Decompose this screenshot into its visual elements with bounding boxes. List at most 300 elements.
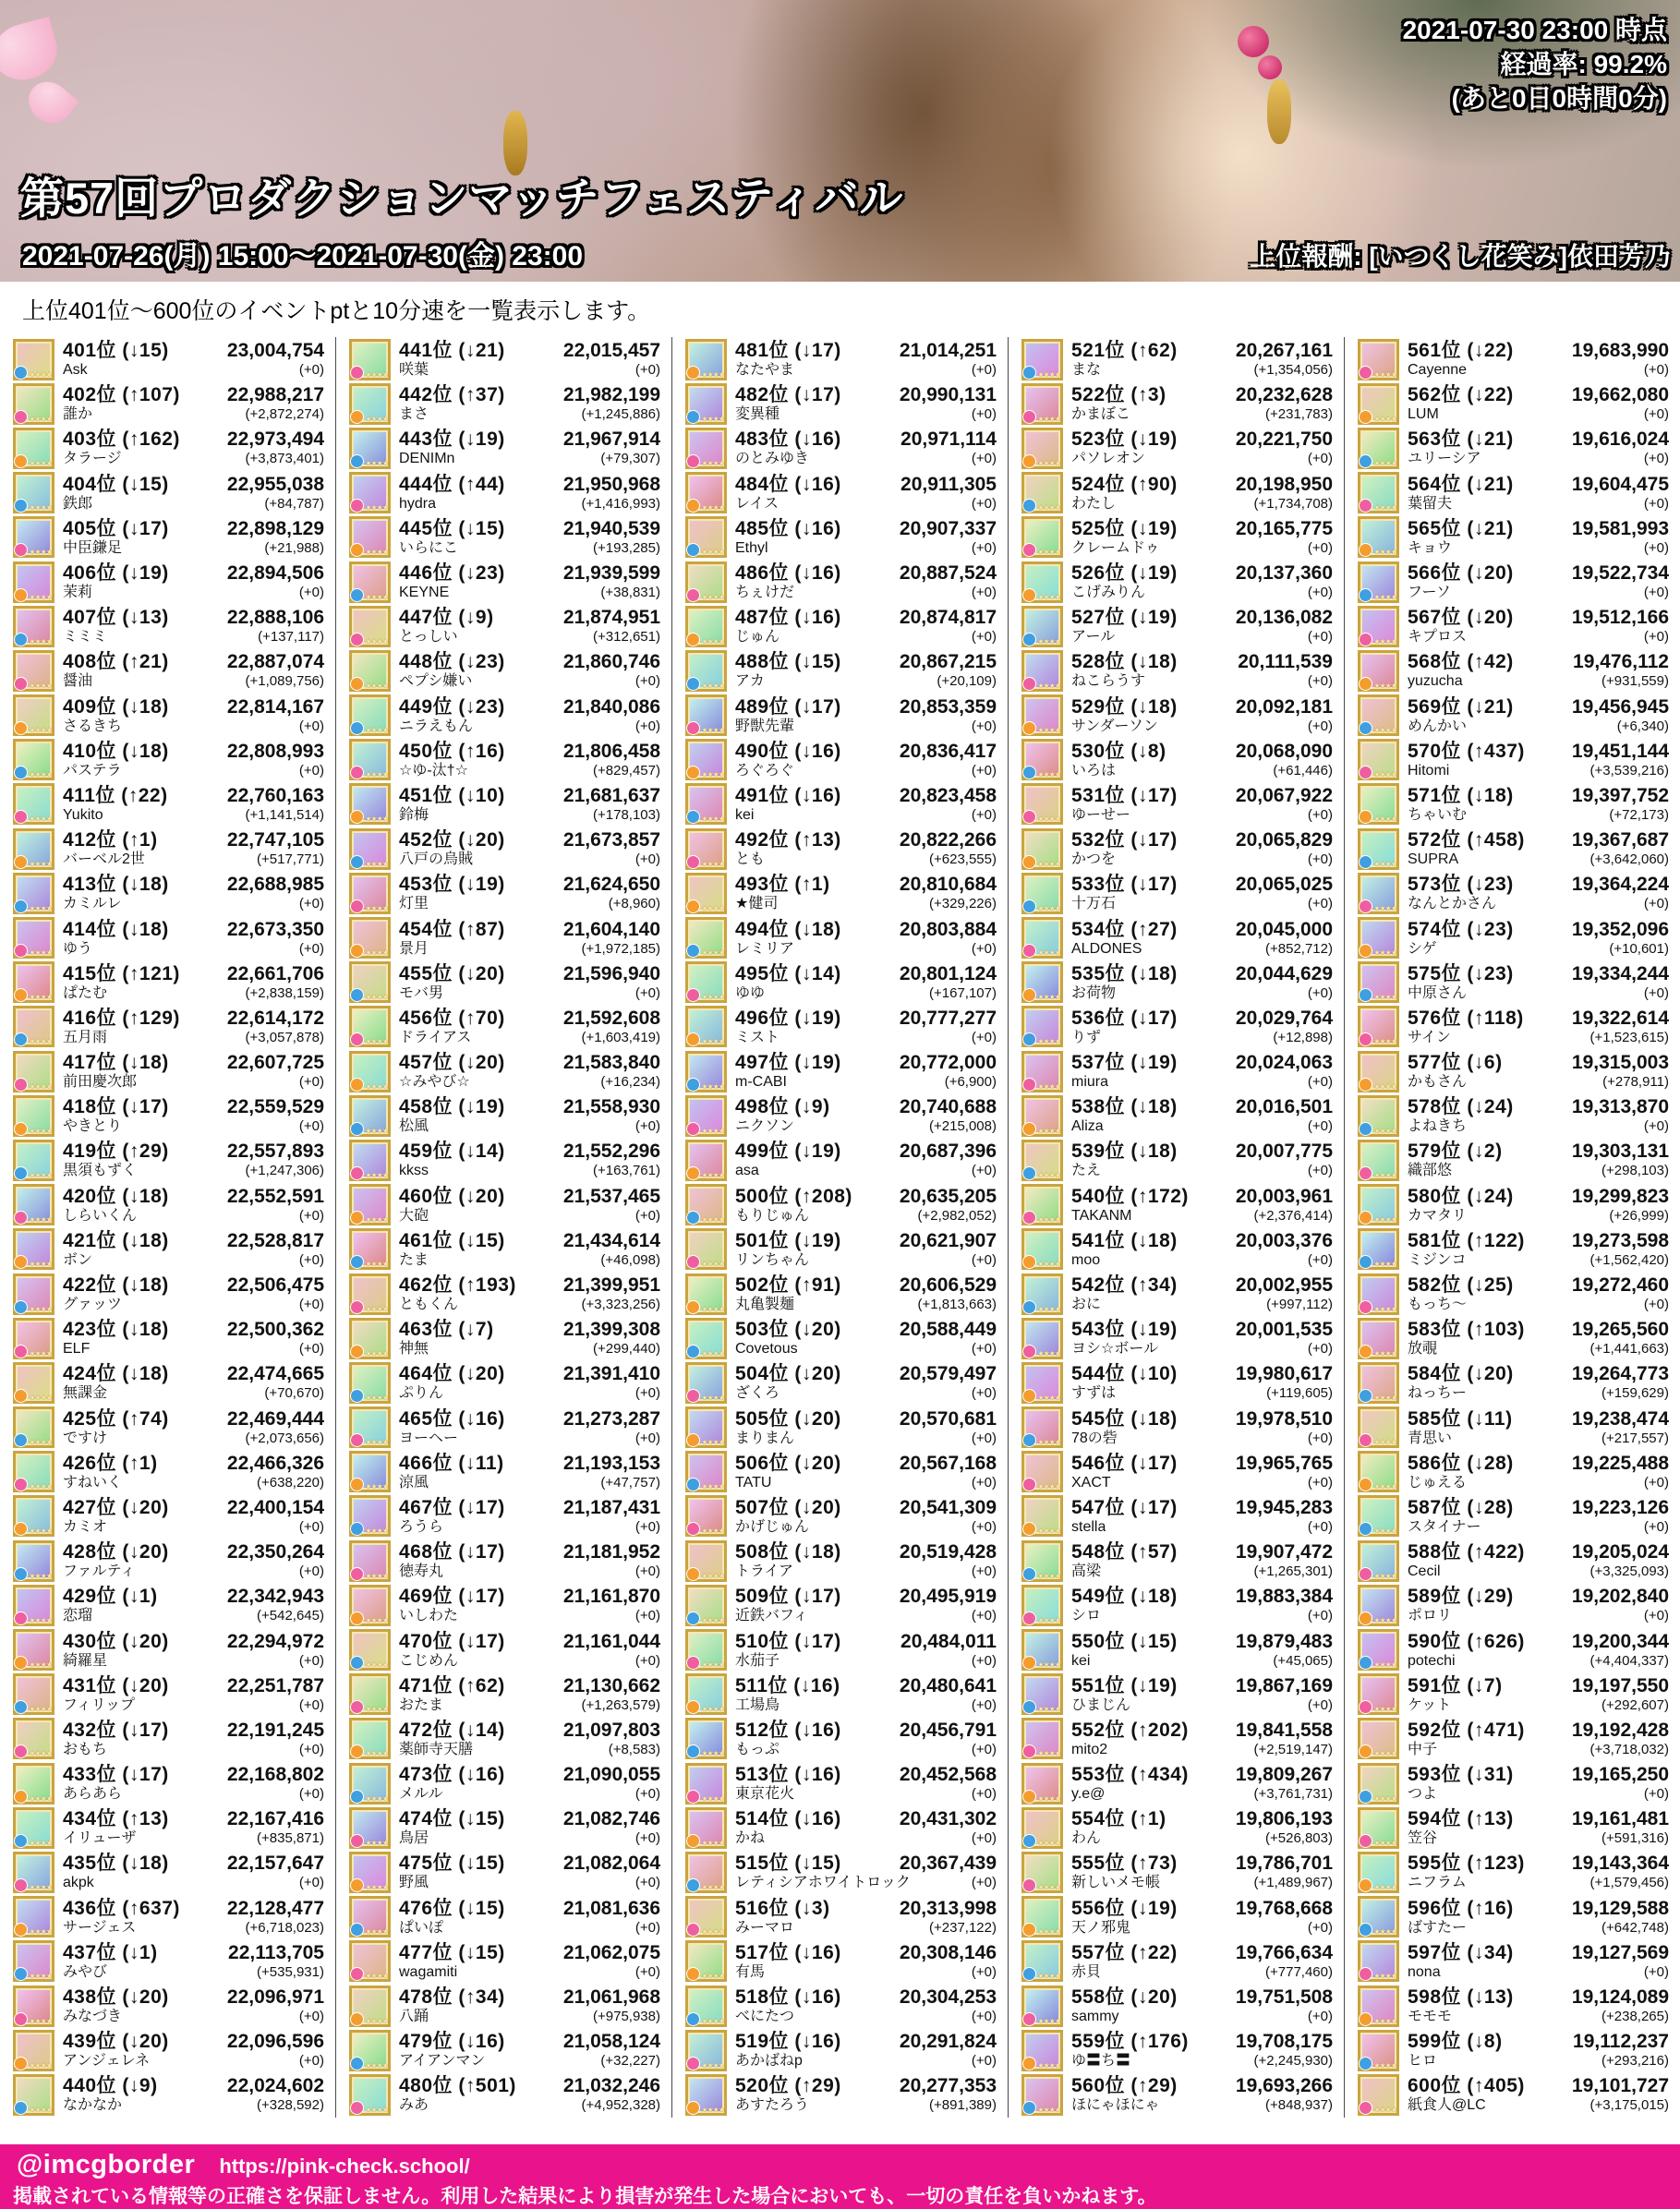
player-name: wagamiti [399,1963,458,1980]
rank-label: 453位 [399,874,453,896]
rank-label: 448位 [399,651,453,673]
points-delta: (+0) [635,1608,660,1624]
event-points: 20,519,428 [899,1541,997,1563]
star-rank-icon: ★★★★ [1373,1126,1396,1135]
event-points: 20,836,417 [899,740,997,762]
points-delta: (+238,265) [1601,2009,1669,2025]
idol-card-thumbnail [1021,516,1063,558]
player-name: ともくん [399,1297,459,1313]
player-name: ざくろ [735,1385,780,1402]
idol-card-thumbnail [685,1540,727,1582]
rank-change: (↓15) [122,340,169,362]
player-name: かつを [1071,851,1117,868]
rank-change: (↓16) [794,562,841,585]
points-delta: (+79,307) [600,451,660,467]
star-rank-icon: ★★★★ [701,903,724,912]
rank-label: 408位 [63,651,117,673]
rank-label: 544位 [1071,1363,1126,1385]
points-delta: (+6,718,023) [245,1919,324,1936]
attribute-icon [1022,1790,1036,1804]
ranking-entry [0,1895,335,1939]
points-delta: (+0) [971,1786,997,1803]
rank-label: 585位 [1408,1407,1462,1430]
attribute-icon [1359,1255,1372,1269]
rank-label: 475位 [399,1853,453,1875]
attribute-icon [14,1166,28,1180]
star-rank-icon: ★★★★ [365,1126,388,1135]
player-name: わたし [1071,495,1117,512]
rank-label: 542位 [1071,1274,1126,1297]
rank-change: (↓15) [458,1808,505,1830]
event-points: 21,604,140 [562,918,660,940]
rank-label: 500位 [735,1185,790,1207]
rank-label: 517位 [735,1941,790,1963]
rank-label: 496位 [735,1007,790,1029]
player-name: たえ [1071,1163,1102,1179]
footer-bar [0,2144,1680,2209]
points-delta: (+0) [1307,673,1333,690]
points-delta: (+0) [1307,1474,1333,1491]
idol-card-thumbnail [1021,383,1063,425]
event-points: 21,681,637 [562,784,660,806]
rank-change: (↓31) [1467,1764,1514,1786]
ranking-entry [336,1360,671,1405]
rank-change: (↑123) [1467,1853,1525,1875]
ranking-entry [1345,648,1680,693]
player-name: 中子 [1408,1741,1438,1757]
ranking-entry [672,426,1008,470]
attribute-icon [1022,1923,1036,1937]
player-name: まさ [399,406,429,423]
rank-change: (↑70) [458,1007,505,1029]
ranking-entry [0,915,335,960]
player-name: ニラえもん [399,718,474,734]
rank-label: 419位 [63,1141,117,1163]
player-name: パソレオン [1071,451,1146,467]
rank-change: (↓13) [1467,1986,1514,2009]
idol-card-thumbnail [685,428,727,469]
player-name: 徳寿丸 [399,1563,444,1580]
attribute-icon [1022,1567,1036,1581]
event-points: 20,001,535 [1235,1319,1333,1341]
event-points: 20,304,253 [899,1986,997,2009]
rank-label: 506位 [735,1452,790,1474]
points-delta: (+328,592) [257,2097,324,2114]
points-delta: (+0) [971,1163,997,1179]
event-points: 19,129,588 [1571,1897,1669,1919]
event-points: 21,399,951 [562,1274,660,1297]
star-rank-icon: ★★★★ [1373,681,1396,690]
star-rank-icon: ★★★★ [365,770,388,779]
idol-card-thumbnail [13,606,54,647]
event-points: 19,202,840 [1571,1586,1669,1608]
points-delta: (+0) [1643,1474,1669,1491]
star-rank-icon: ★★★★ [1037,770,1060,779]
attribute-icon [1022,366,1036,380]
attribute-icon [1022,1478,1036,1491]
attribute-icon [1359,1078,1372,1092]
ranking-entry [0,960,335,1005]
points-delta: (+72,173) [1609,806,1669,823]
rank-change: (↓21) [1467,473,1514,495]
rank-change: (↓28) [1467,1452,1514,1474]
star-rank-icon: ★★★★ [1037,592,1060,601]
idol-card-thumbnail [1021,1095,1063,1137]
rank-label: 478位 [399,1986,453,2009]
player-name: いらにこ [399,539,459,556]
event-points: 20,971,114 [900,429,997,451]
star-rank-icon: ★★★★ [29,1793,52,1803]
rank-label: 529位 [1071,695,1126,718]
player-name: 鈴梅 [399,806,429,823]
attribute-icon [14,1255,28,1269]
event-points: 20,221,750 [1235,429,1333,451]
ranking-entry [336,1093,671,1138]
event-points: 20,887,524 [899,562,997,585]
player-name: asa [735,1163,759,1179]
star-rank-icon: ★★★★ [1373,503,1396,513]
rank-change: (↓16) [458,1407,505,1430]
rank-label: 596位 [1408,1897,1462,1919]
rank-label: 503位 [735,1319,790,1341]
idol-card-thumbnail [1021,472,1063,513]
rank-change: (↓11) [458,1452,504,1474]
event-points: 22,955,038 [226,473,324,495]
idol-card-thumbnail [1021,1986,1063,2027]
site-url-link[interactable]: https://pink-check.school/ [219,2154,470,2178]
attribute-icon [1359,1389,1372,1403]
rank-change: (↓20) [122,1986,169,2009]
idol-card-thumbnail [1021,1673,1063,1715]
attribute-icon [1022,1255,1036,1269]
ranking-entry [1345,1761,1680,1805]
star-rank-icon: ★★★★ [701,1972,724,1981]
attribute-icon [350,2101,364,2115]
attribute-icon [1022,721,1036,735]
ranking-entry [336,515,671,560]
attribute-icon [14,454,28,468]
ranking-entry [336,1805,671,1850]
idol-card-thumbnail [1021,783,1063,825]
attribute-icon [1022,944,1036,958]
ranking-entry [1345,915,1680,960]
rank-change: (↓17) [794,1630,841,1652]
idol-card-thumbnail [349,1495,391,1537]
attribute-icon [350,1345,364,1358]
rank-label: 474位 [399,1808,453,1830]
ranking-entry [0,515,335,560]
ranking-entry [1345,1316,1680,1360]
player-name: 水茄子 [735,1652,780,1669]
idol-card-thumbnail [685,694,727,736]
idol-card-thumbnail [685,783,727,825]
star-rank-icon: ★★★★ [1037,1882,1060,1891]
attribute-icon [686,366,700,380]
player-name: ニフラム [1408,1875,1467,1891]
ranking-entry [1009,1717,1344,1761]
attribute-icon [350,1433,364,1447]
ranking-entry [336,1850,671,1894]
points-delta: (+891,389) [929,2097,997,2114]
ranking-entry [1009,1539,1344,1583]
rank-change: (↑34) [458,1986,505,2009]
rank-label: 459位 [399,1141,453,1163]
rank-change: (↓15) [458,1897,505,1919]
points-delta: (+1,489,967) [1253,1875,1333,1891]
event-points: 19,112,237 [1573,2031,1669,2053]
ranking-entry [336,871,671,915]
rank-label: 401位 [63,340,117,362]
points-delta: (+1,523,615) [1589,1029,1669,1045]
rank-change: (↑1) [122,1452,158,1474]
idol-card-thumbnail [1358,516,1399,558]
attribute-icon [1022,454,1036,468]
rank-change: (↓3) [794,1897,830,1919]
idol-card-thumbnail [13,917,54,959]
idol-card-thumbnail [1358,339,1399,380]
event-points: 20,092,181 [1235,695,1333,718]
event-points: 20,111,539 [1238,651,1333,673]
rank-change: (↓18) [122,1052,169,1074]
player-name: ヨシ☆ボール [1071,1341,1159,1358]
points-delta: (+0) [298,1118,324,1135]
event-points: 19,165,250 [1571,1764,1669,1786]
star-rank-icon: ★★★★ [29,458,52,467]
attribute-icon [350,1611,364,1625]
player-name: 工場鳥 [735,1696,780,1713]
event-points: 22,552,591 [226,1185,324,1207]
player-name: ペプシ嫌い [399,673,473,690]
rank-label: 480位 [399,2075,453,2097]
player-name: mito2 [1071,1741,1108,1757]
points-delta: (+0) [971,585,997,601]
rank-change: (↓20) [1467,1363,1514,1385]
event-points: 20,635,205 [899,1185,997,1207]
event-points: 20,990,131 [899,384,997,406]
attribute-icon [1022,677,1036,691]
attribute-icon [686,1967,700,1981]
player-name: おたま [399,1696,444,1713]
star-rank-icon: ★★★★ [29,414,52,423]
rank-label: 587位 [1408,1496,1462,1518]
ranking-entry [1345,1227,1680,1272]
attribute-icon [1022,766,1036,779]
points-delta: (+0) [971,451,997,467]
star-rank-icon: ★★★★ [29,1170,52,1179]
event-points: 22,500,362 [226,1319,324,1341]
points-delta: (+0) [1307,1163,1333,1179]
idol-card-thumbnail [1021,739,1063,780]
rank-label: 550位 [1071,1630,1126,1652]
ranking-entry [672,694,1008,738]
rank-label: 532位 [1071,829,1126,851]
idol-card-thumbnail [1358,1763,1399,1805]
idol-card-thumbnail [349,917,391,959]
player-name: 綺羅星 [63,1652,108,1669]
points-delta: (+1,245,886) [581,406,660,423]
points-delta: (+312,651) [593,629,660,646]
idol-card-thumbnail [1358,1095,1399,1137]
rank-change: (↑162) [122,429,180,451]
ranking-entry [0,1450,335,1494]
star-rank-icon: ★★★★ [365,2105,388,2114]
player-name: みなづき [63,2009,123,2025]
star-rank-icon: ★★★★ [1373,1749,1396,1758]
rank-label: 439位 [63,2031,117,2053]
player-name: Hitomi [1408,762,1450,779]
idol-card-thumbnail [1358,1585,1399,1626]
points-delta: (+1,562,420) [1589,1251,1669,1268]
rank-label: 538位 [1071,1096,1126,1118]
player-name: Cecil [1408,1563,1441,1580]
star-rank-icon: ★★★★ [365,1793,388,1803]
star-rank-icon: ★★★★ [1373,636,1396,646]
attribute-icon [350,1790,364,1804]
rank-label: 429位 [63,1586,117,1608]
attribute-icon [1359,1567,1372,1581]
star-rank-icon: ★★★★ [701,726,724,735]
event-points: 22,888,106 [226,607,324,629]
attribute-icon [1359,944,1372,958]
points-delta: (+299,440) [593,1341,660,1358]
ranking-entry [1009,1406,1344,1450]
idol-card-thumbnail [1021,1006,1063,1047]
event-points: 20,003,961 [1235,1185,1333,1207]
star-rank-icon: ★★★★ [1037,1660,1060,1670]
ranking-entry [672,1761,1008,1805]
idol-card-thumbnail [1358,1852,1399,1893]
ranking-entry [336,1627,671,1672]
event-points: 21,187,431 [562,1496,660,1518]
points-delta: (+0) [635,1385,660,1402]
player-name: kkss [399,1163,429,1179]
player-name: アール [1071,629,1116,646]
player-name: 八踊 [399,2009,429,2025]
star-rank-icon: ★★★★ [701,1081,724,1091]
ranking-entry [0,648,335,693]
points-delta: (+0) [298,1786,324,1803]
star-rank-icon: ★★★★ [29,1304,52,1313]
idol-card-thumbnail [1021,1718,1063,1759]
ranking-entry [1345,337,1680,381]
star-rank-icon: ★★★★ [29,681,52,690]
event-points: 19,965,765 [1235,1452,1333,1474]
star-rank-icon: ★★★★ [1037,2016,1060,2025]
points-delta: (+1,141,514) [245,806,324,823]
rank-label: 562位 [1408,384,1462,406]
event-points: 20,772,000 [899,1052,997,1074]
idol-card-thumbnail [685,516,727,558]
attribute-icon [350,944,364,958]
star-rank-icon: ★★★★ [1373,726,1396,735]
points-delta: (+0) [971,495,997,512]
rank-label: 594位 [1408,1808,1462,1830]
attribute-icon [14,543,28,557]
ranking-entry [336,381,671,426]
rank-change: (↓15) [122,473,169,495]
player-name: ALDONES [1071,940,1142,957]
rank-label: 505位 [735,1407,790,1430]
attribute-icon [350,1878,364,1892]
ranking-entry [1345,1138,1680,1182]
event-points: 22,400,154 [226,1496,324,1518]
rank-label: 443位 [399,429,453,451]
points-delta: (+293,216) [1601,2053,1669,2070]
rank-label: 432位 [63,1719,117,1741]
ranking-entry [0,1717,335,1761]
points-delta: (+0) [1643,585,1669,601]
rank-change: (↑1) [1130,1808,1166,1830]
idol-card-thumbnail [1358,1673,1399,1715]
rank-change: (↑437) [1467,740,1525,762]
idol-card-thumbnail [1358,2074,1399,2116]
event-points: 20,291,824 [899,2031,997,2053]
ranking-entry [0,738,335,782]
rank-change: (↓19) [1130,1674,1178,1696]
attribute-icon [1359,410,1372,424]
ranking-entry [1009,1761,1344,1805]
player-name: イリューザ [63,1830,137,1847]
rank-change: (↓16) [794,607,841,629]
player-name: 野風 [399,1875,429,1891]
player-name: レティシアホワイトロック [735,1875,911,1891]
rank-label: 565位 [1408,517,1462,539]
points-delta: (+3,175,015) [1589,2097,1669,2114]
idol-card-thumbnail [1021,1940,1063,1982]
idol-card-thumbnail [13,1406,54,1448]
star-rank-icon: ★★★★ [1037,414,1060,423]
event-points: 19,223,126 [1571,1496,1669,1518]
points-delta: (+0) [298,1518,324,1535]
player-name: ゆう [63,940,93,957]
event-points: 19,124,089 [1571,1986,1669,2009]
rank-change: (↓18) [1130,1141,1178,1163]
ranking-entry [1345,1627,1680,1672]
rank-label: 559位 [1071,2031,1126,2053]
attribute-icon [686,2012,700,2026]
rank-change: (↓18) [122,1229,169,1251]
event-points: 22,191,245 [226,1719,324,1741]
attribute-icon [350,1744,364,1758]
star-rank-icon: ★★★★ [29,1927,52,1937]
idol-card-thumbnail [13,1318,54,1359]
rank-label: 435位 [63,1853,117,1875]
rank-label: 405位 [63,517,117,539]
star-rank-icon: ★★★★ [1037,859,1060,868]
event-points: 20,541,309 [899,1496,997,1518]
rank-label: 417位 [63,1052,117,1074]
attribute-icon [350,1389,364,1403]
event-points: 19,693,266 [1235,2075,1333,2097]
points-delta: (+0) [298,585,324,601]
points-delta: (+0) [1643,1297,1669,1313]
player-name: シロ [1071,1608,1102,1624]
points-delta: (+0) [298,362,324,379]
star-rank-icon: ★★★★ [1373,1527,1396,1536]
event-points: 22,614,172 [226,1007,324,1029]
attribute-icon [14,1078,28,1092]
player-name: 中原さん [1408,984,1468,1001]
idol-card-thumbnail [1021,1495,1063,1537]
player-name: 涼風 [399,1474,429,1491]
player-name: 葉留夫 [1408,495,1453,512]
ranking-entry [336,1138,671,1182]
star-rank-icon: ★★★★ [1037,636,1060,646]
ranking-entry [336,1895,671,1939]
attribute-icon [1022,899,1036,913]
rank-label: 460位 [399,1185,453,1207]
points-delta: (+0) [635,1919,660,1936]
